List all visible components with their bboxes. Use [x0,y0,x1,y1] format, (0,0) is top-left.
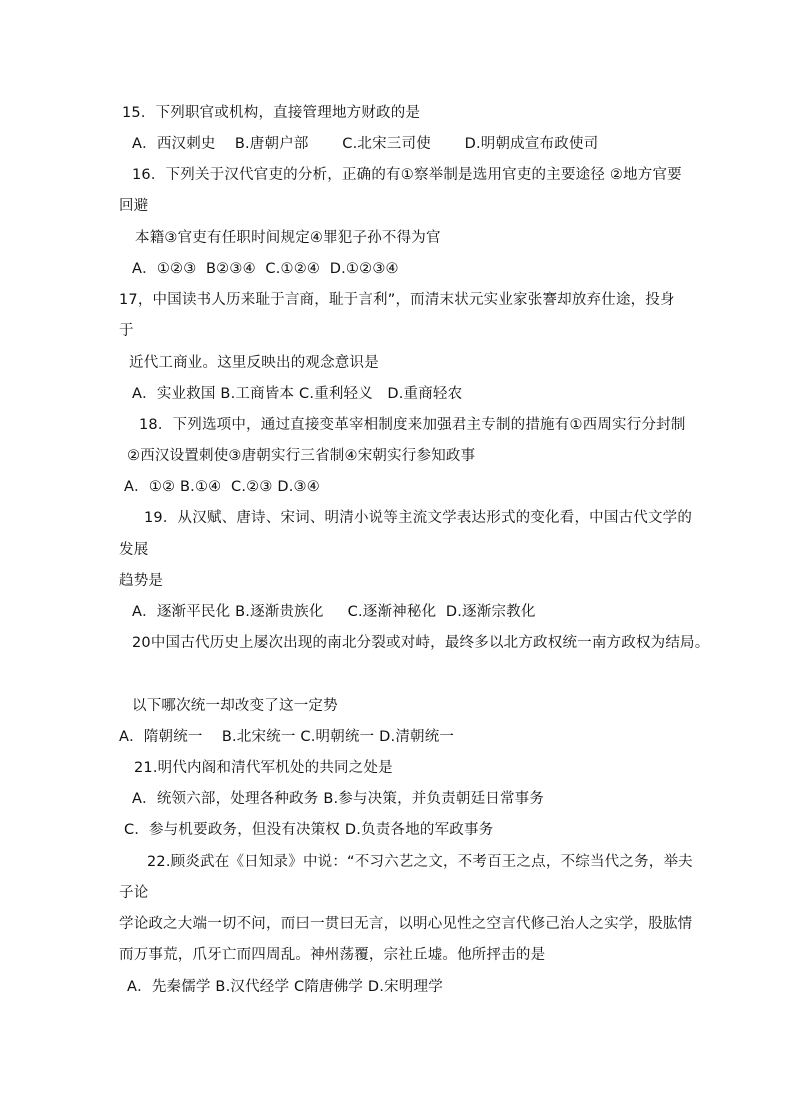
question-18-stem: 18．下列选项中，通过直接变革宰相制度来加强君主专制的措施有①西周实行分封制 [139,417,686,433]
question-21-options-cd: C．参与机要政务，但没有决策权 D.负责各地的军政事务 [124,822,494,838]
question-20-options: A．隋朝统一 B.北宋统一 C.明朝统一 D.清朝统一 [119,729,455,745]
question-22-stem-cont: 学论政之大端一切不问，而曰一贯曰无言，以明心见性之空言代修己治人之实学，股肱情 [119,916,693,932]
question-17-stem: 17，中国读书人历来耻于言商，耻于言利”，而清末状元实业家张謇却放弃仕途，投身 [119,292,675,308]
question-17-options: A．实业救国 B.工商皆本 C.重利轻义 D.重商轻农 [132,386,463,402]
question-22-stem-cont-2: 而万事荒，爪牙亡而四周乱。神州荡覆，宗社丘墟。他所抨击的是 [119,947,546,963]
question-19-options: A．逐渐平民化 B.逐渐贵族化 C.逐渐神秘化 D.逐渐宗教化 [132,604,536,620]
question-22-stem-wrap: 子论 [119,885,149,901]
question-16-stem: 16．下列关于汉代官吏的分析，正确的有①察举制是选用官吏的主要途径 ②地方官要 [132,167,682,183]
question-20-stem-cont: 以下哪次统一却改变了这一定势 [132,698,338,714]
question-22-options: A．先秦儒学 B.汉代经学 C隋唐佛学 D.宋明理学 [127,979,443,995]
question-21-options-ab: A．统领六部，处理各种政务 B.参与决策，并负责朝廷日常事务 [132,791,545,807]
question-18-stem-cont: ②西汉设置刺使③唐朝实行三省制④宋朝实行参知政事 [127,448,476,464]
question-20-stem: 20中国古代历史上屡次出现的南北分裂或对峙，最终多以北方政权统一南方政权为结局。 [132,635,710,651]
question-19-stem: 19．从汉赋、唐诗、宋词、明清小说等主流文学表达形式的变化看，中国古代文学的 [144,510,693,526]
question-17-stem-cont: 近代工商业。这里反映出的观念意识是 [129,355,379,371]
question-19-stem-wrap: 发展 [119,542,149,558]
question-17-stem-wrap: 于 [119,323,134,339]
question-16-stem-wrap: 回避 [119,198,149,214]
question-16-options: A．①②③ B②③④ C.①②④ D.①②③④ [132,261,399,277]
question-16-stem-cont: 本籍③官吏有任职时间规定④罪犯子孙不得为官 [135,230,441,246]
question-22-stem: 22.顾炎武在《日知录》中说：“不习六艺之文，不考百王之点，不综当代之务，举夫 [147,854,693,870]
question-19-stem-cont: 趋势是 [119,573,164,589]
question-15-options: A．西汉刺史 B.唐朝户部 C.北宋三司使 D.明朝成宣布政使司 [132,136,599,152]
question-18-options: A．①② B.①④ C.②③ D.③④ [124,479,320,495]
question-21-stem: 21.明代内阁和清代军机处的共同之处是 [134,760,393,776]
question-15-stem: 15．下列职官或机构，直接管理地方财政的是 [122,105,421,121]
